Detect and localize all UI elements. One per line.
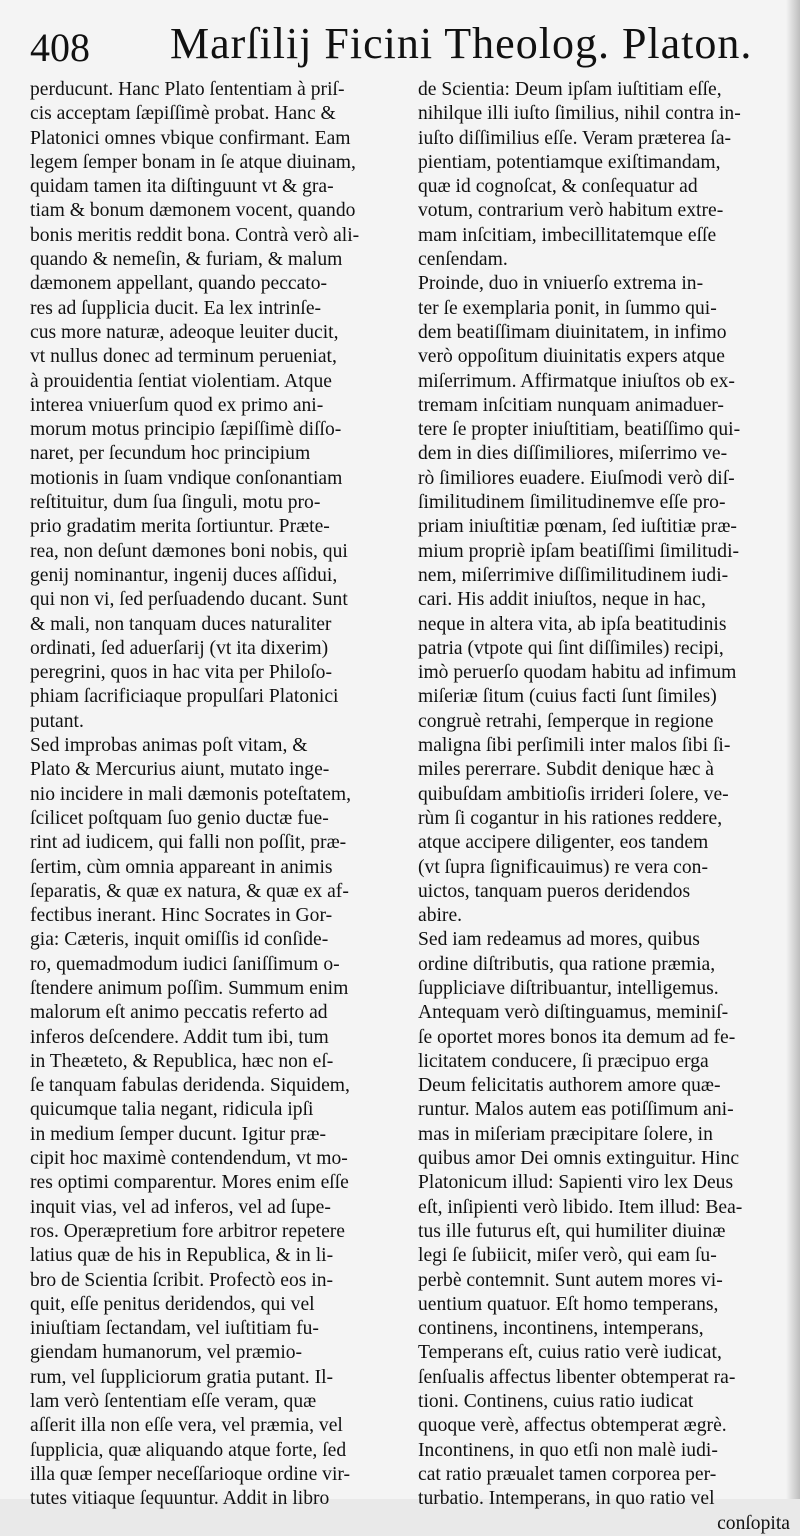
text-line: continens, incontinens, intemperans, <box>418 1318 704 1340</box>
text-line: gia: Cæteris, inquit omiſſis id conſide- <box>30 929 329 951</box>
text-line: ſupplicia, quæ aliquando atque forte, ſed <box>30 1439 347 1461</box>
text-line: de Scientia: Deum ipſam iuſtitiam eſſe, <box>418 79 722 100</box>
catchword: conſopita <box>717 1512 790 1534</box>
text-line: in medium ſemper ducunt. Igitur præ- <box>30 1123 327 1145</box>
text-line: ſe oportet mores bonos ita demum ad fe- <box>418 1026 736 1048</box>
text-line: latius quæ de his in Republica, & in li- <box>30 1245 334 1267</box>
text-line: mas in miſeriam præcipitare ſolere, in <box>418 1123 713 1145</box>
text-line: ſimilitudinem ſimilitudinemve eſſe pro- <box>418 492 726 514</box>
text-line: lam verò ſententiam eſſe veram, quæ <box>30 1391 317 1413</box>
text-line: motionis in ſuam vndique conſonantiam <box>30 467 343 489</box>
text-line: malorum eſt animo peccatis referto ad <box>30 1002 328 1024</box>
text-line: runtur. Malos autem eas potiſſimum ani- <box>418 1099 734 1121</box>
text-line: cenſendam. <box>418 249 508 271</box>
text-line: bonis meritis reddit bona. Contrà verò ali- <box>30 224 360 246</box>
text-line: dæmonem appellant, quando peccato- <box>30 273 328 295</box>
text-line: legem ſemper bonam in ſe atque diuinam, <box>30 151 356 173</box>
text-line: quoque verè, affectus obtemperat ægrè. <box>418 1415 727 1437</box>
text-line: ordinati, ſed aduerſarij (vt ita dixerim) <box>30 637 329 659</box>
text-line: dem in dies diſſimiliores, miſerrimo ve- <box>418 443 728 465</box>
text-line: Sed iam redeamus ad mores, quibus <box>418 929 700 951</box>
page-number: 408 <box>30 25 90 70</box>
text-line: ſenſualis affectus libenter obtemperat ra- <box>418 1366 736 1388</box>
text-line: tutes vitiaque ſequuntur. Addit in libro <box>30 1488 330 1510</box>
text-line: licitatem conducere, ſi præcipuo erga <box>418 1050 709 1072</box>
text-line: ſeparatis, & quæ ex natura, & quæ ex af- <box>30 880 349 902</box>
text-line: perbè contemnit. Sunt autem mores vi- <box>418 1269 723 1291</box>
text-line: verò oppoſitum diuinitatis expers atque <box>418 346 725 368</box>
text-line: ter ſe exemplaria ponit, in ſummo qui- <box>418 297 717 319</box>
text-line: aſſerit illa non eſſe vera, vel præmia, vel <box>30 1415 343 1437</box>
page-header <box>30 18 760 78</box>
text-line: rùm ſi cogantur in his rationes reddere, <box>418 807 723 829</box>
text-line: cis acceptam ſæpiſſimè probat. Hanc & <box>30 103 336 125</box>
text-line: cipit hoc maximè contendendum, vt mo- <box>30 1148 348 1170</box>
text-line: imò peruerſo quodam habitu ad infimum <box>418 662 737 684</box>
text-line: uictos, tanquam pueros deridendos <box>418 880 691 902</box>
text-line: bro de Scientia ſcribit. Profectò eos in- <box>30 1269 334 1291</box>
text-line: ros. Operæpretium fore arbitror repetere <box>30 1220 345 1242</box>
text-line: cus more naturæ, adeoque leuiter ducit, <box>30 321 339 343</box>
text-line: miſerrimum. Affirmatque iniuſtos ob ex- <box>418 370 735 392</box>
text-line: morum motus principio ſæpiſſimè diſſo- <box>30 419 342 441</box>
running-title: Marſilij Ficini Theolog. Platon. <box>170 19 753 68</box>
text-line: miſeriæ ſitum (cuius facti ſunt ſimiles) <box>418 686 717 708</box>
text-line: peregrini, quos in hac vita per Philoſo- <box>30 662 333 684</box>
text-line: patria (vtpote qui ſint diſſimiles) recipi, <box>418 637 724 659</box>
text-line: à prouidentia ſentiat violentiam. Atque <box>30 370 332 392</box>
text-line: qui non vi, ſed perſuadendo ducant. Sunt <box>30 589 348 611</box>
text-line: ſe tanquam fabulas deridenda. Siquidem, <box>30 1075 350 1097</box>
text-line: turbatio. Intemperans, in quo ratio vel <box>418 1488 715 1510</box>
text-line: rum, vel ſuppliciorum gratia putant. Il- <box>30 1366 334 1388</box>
text-line: quidam tamen ita diſtinguunt vt & gra- <box>30 176 334 198</box>
text-line: & mali, non tanquam duces naturaliter <box>30 613 332 635</box>
text-line: ſertim, cùm omnia appareant in animis <box>30 856 333 878</box>
text-line: ſcilicet poſtquam ſuo genio ductæ fue- <box>30 807 329 829</box>
text-line: Temperans eſt, cuius ratio verè iudicat, <box>418 1342 722 1364</box>
text-line: congruè retrahi, ſemperque in regione <box>418 710 714 732</box>
text-line: quit, eſſe penitus deridendos, qui vel <box>30 1293 315 1315</box>
text-line: illa quæ ſemper neceſſarioque ordine vir- <box>30 1463 351 1485</box>
text-column-right <box>418 78 790 1534</box>
text-line: miles pererrare. Subdit denique hæc à <box>418 759 714 781</box>
text-line: quæ id cognoſcat, & conſequatur ad <box>418 176 698 198</box>
text-line: tiam & bonum dæmonem vocent, quando <box>30 200 356 222</box>
text-line: Incontinens, in quo etſi non malè iudi- <box>418 1439 718 1461</box>
text-line: tioni. Continens, cuius ratio iudicat <box>418 1391 694 1413</box>
text-column-left <box>30 78 390 1510</box>
text-line: quibuſdam ambitioſis irrideri ſolere, ve- <box>418 783 729 805</box>
text-line: prio gradatim merita ſortiuntur. Præte- <box>30 516 330 538</box>
text-line: iniuſtiam ſectandam, vel iuſtitiam fu- <box>30 1318 319 1340</box>
text-line: ſuppliciave diſtribuantur, intelligemus. <box>418 977 719 999</box>
text-line: iuſto diſſimilius eſſe. Veram præterea ſa- <box>418 127 732 149</box>
text-line: in Theæteto, & Republica, hæc non eſ- <box>30 1050 334 1072</box>
text-line: (vt ſupra ſignificauimus) re vera con- <box>418 856 708 878</box>
text-line: votum, contrarium verò habitum extre- <box>418 200 724 222</box>
text-line: neque in altera vita, ab ipſa beatitudinis <box>418 613 727 635</box>
text-line: genij nominantur, ingenij duces aſſidui, <box>30 564 338 586</box>
text-line: fectibus inerant. Hinc Socrates in Gor- <box>30 905 333 927</box>
text-line: Proinde, duo in vniuerſo extrema in- <box>418 273 704 295</box>
text-line: ſtendere animum poſſim. Summum enim <box>30 977 349 999</box>
text-line: pientiam, potentiamque exiſtimandam, <box>418 151 721 173</box>
text-line: abire. <box>418 905 463 927</box>
text-line: uentium quatuor. Eſt homo temperans, <box>418 1293 719 1315</box>
text-line: rint ad iudicem, qui falli non poſſit, præ- <box>30 832 347 854</box>
text-line: res optimi comparentur. Mores enim eſſe <box>30 1172 349 1194</box>
text-line: phiam ſacrificiaque propulſari Platonici <box>30 686 339 708</box>
text-line: Deum felicitatis authorem amore quæ- <box>418 1075 721 1097</box>
text-line: ordine diſtributis, qua ratione præmia, <box>418 953 716 975</box>
text-line: interea vniuerſum quod ex primo ani- <box>30 394 324 416</box>
text-line: atque accipere diligenter, eos tandem <box>418 832 709 854</box>
text-line: Antequam verò diſtinguamus, meminiſ- <box>418 1002 729 1024</box>
text-line: maligna ſibi perſimili inter malos ſibi ſi- <box>418 735 731 757</box>
text-line: quando & nemeſin, & furiam, & malum <box>30 249 343 271</box>
text-line: nio incidere in mali dæmonis poteſtatem, <box>30 783 352 805</box>
text-line: inquit vias, vel ad inferos, vel ad ſupe- <box>30 1196 331 1218</box>
text-line: tus ille futurus eſt, qui humiliter diuinæ <box>418 1220 726 1242</box>
text-line: legi ſe ſubiicit, miſer verò, qui eam ſu- <box>418 1245 717 1267</box>
text-line: naret, per ſecundum hoc principium <box>30 443 311 465</box>
text-line: nihilque illi iuſto ſimilius, nihil contra in- <box>418 103 741 125</box>
text-line: Sed improbas animas poſt vitam, & <box>30 735 308 757</box>
text-line: inferos deſcendere. Addit tum ibi, tum <box>30 1026 329 1048</box>
text-line: quicumque talia negant, ridicula ipſi <box>30 1099 314 1121</box>
text-line: perducunt. Hanc Plato ſententiam à priſ- <box>30 79 345 100</box>
text-line: putant. <box>30 710 84 732</box>
text-line: mium propriè ipſam beatiſſimi ſimilitudi- <box>418 540 740 562</box>
text-line: vt nullus donec ad terminum perueniat, <box>30 346 337 368</box>
text-line: rea, non deſunt dæmones boni nobis, qui <box>30 540 348 562</box>
text-line: quibus amor Dei omnis extinguitur. Hinc <box>418 1148 740 1170</box>
text-line: eſt, inſipienti verò libido. Item illud: Bea- <box>418 1196 743 1218</box>
text-line: nem, miſerrimive diſſimilitudinem iudi- <box>418 564 729 586</box>
text-line: rò ſimiliores euadere. Eiuſmodi verò diſ- <box>418 467 735 489</box>
text-line: dem beatiſſimam diuinitatem, in infimo <box>418 321 727 343</box>
text-line: cari. His addit iniuſtos, neque in hac, <box>418 589 706 611</box>
text-line: tremam inſcitiam nunquam animaduer- <box>418 394 724 416</box>
text-line: cat ratio præualet tamen corporea per- <box>418 1463 717 1485</box>
text-line: mam inſcitiam, imbecillitatemque eſſe <box>418 224 717 246</box>
text-line: tere ſe propter iniuſtitiam, beatiſſimo qui- <box>418 419 741 441</box>
text-line: reſtituitur, dum ſua ſinguli, motu pro- <box>30 492 321 514</box>
text-line: Plato & Mercurius aiunt, mutato inge- <box>30 759 330 781</box>
text-line: ro, quemadmodum iudici ſaniſſimum o- <box>30 953 340 975</box>
page-edge-shadow <box>786 0 800 1499</box>
text-line: res ad ſupplicia ducit. Ea lex intrinſe- <box>30 297 322 319</box>
text-line: Platonici omnes vbique confirmant. Eam <box>30 127 351 149</box>
text-line: priam iniuſtitiæ pœnam, ſed iuſtitiæ præ- <box>418 516 737 538</box>
text-line: Platonicum illud: Sapienti viro lex Deus <box>418 1172 734 1194</box>
text-line: giendam humanorum, vel præmio- <box>30 1342 303 1364</box>
